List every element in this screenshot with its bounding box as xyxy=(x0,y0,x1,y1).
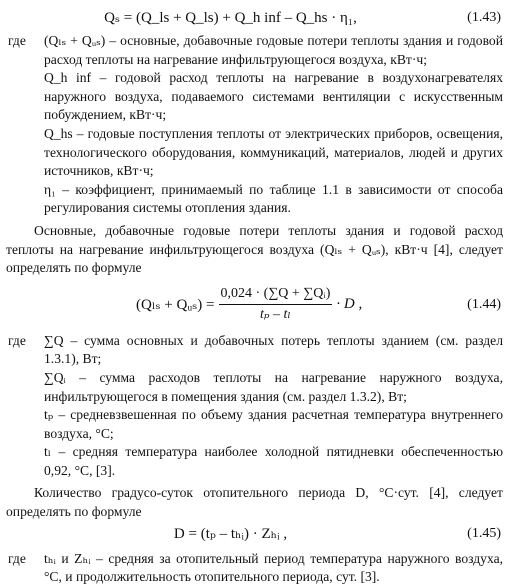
definition-item: ∑Qᵢ – сумма расходов теплоты на нагревание наружного воздуха, инфильтрующегося в помещения здания (см. раздел 1.3.2), Вт; xyxy=(44,369,503,404)
equation-formula: Qₛ = (Q_ls + Q_ls) + Q_h inf – Q_hs · η₁, xyxy=(104,10,357,26)
equation-formula xyxy=(136,282,362,328)
definitions-1-43 xyxy=(6,32,503,218)
equation-1-43 xyxy=(6,6,503,32)
fraction xyxy=(219,286,333,323)
where-label: где xyxy=(8,550,26,566)
definition-item: η₁ – коэффициент, принимаемый по таблице 1.1 в зависимости от способа регулирования системы отопления здания. xyxy=(44,181,503,216)
where-label: где xyxy=(8,332,26,348)
equation-number: (1.44) xyxy=(467,296,501,312)
paragraph: Количество градусо-суток отопительного периода D, °С·сут. [4], следует определять по формуле xyxy=(6,485,503,520)
definition-item: ∑Q – сумма основных и добавочных потерь теплоты зданием (см. раздел 1.3.1), Вт; xyxy=(44,332,503,367)
definition-item: Q_hs – годовые поступления теплоты от электрических приборов, освещения, технологического оборудования, коммуникаций, материалов, людей и других источников, кВт·ч; xyxy=(44,125,503,179)
definitions-1-45 xyxy=(6,550,503,587)
equation-number: (1.43) xyxy=(467,10,501,25)
definitions-1-44 xyxy=(6,332,503,481)
definition-item: (Qₗₛ + Qᵤₛ) – основные, добавочные годовые потери теплоты здания и годовой расход теплоты на нагревание инфильтрующегося воздуха, кВт·ч; xyxy=(44,33,503,67)
equation-1-44 xyxy=(6,282,503,328)
definition-item: tₗ – средняя температура наиболее холодной пятидневки обеспеченностью 0,92, °С, [3]. xyxy=(44,444,503,478)
equation-number: (1.45) xyxy=(467,525,501,541)
equation-rhs: · D , xyxy=(336,296,363,313)
definition-item: Q_h inf – годовой расход теплоты на нагревание в воздухонагревателях наружного воздуха, подаваемого системами вентиляции с искусственным побуждением, кВт·ч; xyxy=(44,70,503,123)
equation-formula: D = (tₚ – tₕᵢ) · Zₕᵢ , xyxy=(173,525,288,542)
definition-item: tₕᵢ и Zₕᵢ – средняя за отопительный период температура наружного воздуха, °С, и продолжительность отопительного периода, сут. [3]. xyxy=(44,550,503,585)
fraction-denominator: tₚ – tₗ xyxy=(260,307,291,323)
paragraph: Основные, добавочные годовые потери теплоты здания и годовой расход теплоты на нагревание инфильтрующегося воздуха (Qₗₛ + Qᵤₛ), кВт·ч [4], следует определять по формуле xyxy=(6,222,503,276)
where-label: где xyxy=(8,33,26,48)
fraction-numerator: 0,024 · (∑Q + ∑Qᵢ) xyxy=(219,286,333,305)
equation-1-45 xyxy=(6,522,503,548)
equation-lhs: (Qₗₛ + Qᵤₛ) = xyxy=(136,297,215,314)
definition-item: tₚ – средневзвешенная по объему здания расчетная температура внутреннего воздуха, °С; xyxy=(44,407,503,441)
